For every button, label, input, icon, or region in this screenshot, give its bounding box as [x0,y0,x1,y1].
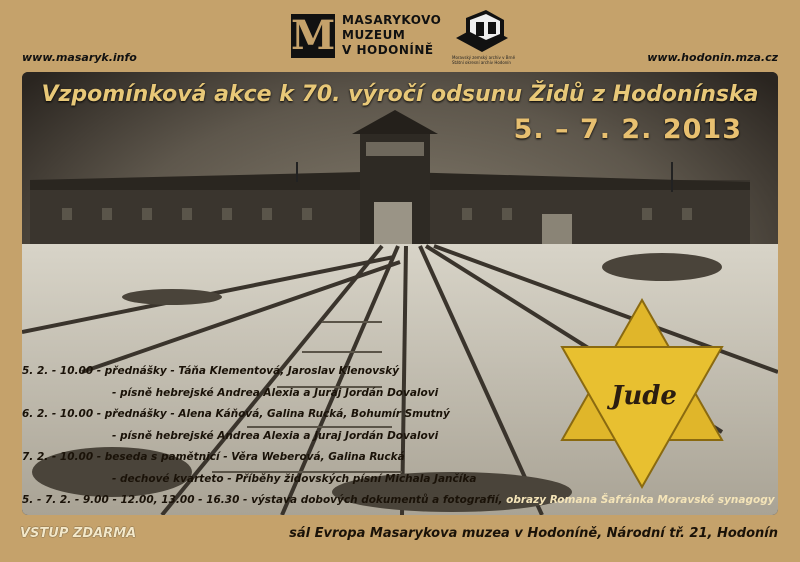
archive-caption-line2: Státní okresní archiv Hodonín [452,60,511,65]
museum-name-line2: MUZEUM [342,28,406,42]
schedule-row: - písně hebrejské Andrea Alexia a Juraj Jordán Dovalovi [112,430,439,442]
museum-logo [291,14,335,58]
schedule-row: 6. 2. - 10.00 - přednášky - Alena Káňová, Galina Rucká, Bohumír Smutný [22,408,450,420]
star-label: Jude [611,381,677,411]
free-entry-label: VSTUP ZDARMA [20,526,137,541]
archive-caption [452,55,522,65]
museum-name-line3: V HODONÍNĚ [342,43,434,57]
website-link-hodonin[interactable]: www.hodonin.mza.cz [647,51,778,64]
schedule-row: 5. 2. - 10.00 - přednášky - Táňa Klementová, Jaroslav Klenovský [22,365,400,377]
exhibition-row [22,494,775,506]
website-link-masaryk[interactable]: www.masaryk.info [22,51,137,64]
poster-date: 5. – 7. 2. 2013 [513,114,742,145]
schedule-row: - písně hebrejské Andrea Alexia a Juraj Jordán Dovalovi [112,387,439,399]
museum-name-line1: MASARYKOVO [342,13,442,27]
archive-logo [452,8,512,56]
archive-caption-line1: Moravský zemský archiv v Brně [452,55,516,60]
historical-photo [22,72,778,515]
exhibition-highlight: obrazy Romana Šafránka Moravské synagogy [506,494,775,506]
exhibition-text: 5. - 7. 2. - 9.00 - 12.00, 13.00 - 16.30 - výstava dobových dokumentů a fotografií, [22,494,507,506]
schedule-row: 7. 2. - 10.00 - beseda s pamětnicí - Věra Weberová, Galina Rucká [22,451,405,463]
museum-name [342,13,441,58]
schedule-row: - dechové kvarteto - Příběhy židovských písní Michala Jančíka [112,473,477,485]
poster-title: Vzpomínková akce k 70. výročí odsunu Židů z Hodonínska [41,82,759,107]
venue-address: sál Evropa Masarykova muzea v Hodoníně, Národní tř. 21, Hodonín [289,526,778,541]
museum-logo-glyph: M [291,12,336,59]
